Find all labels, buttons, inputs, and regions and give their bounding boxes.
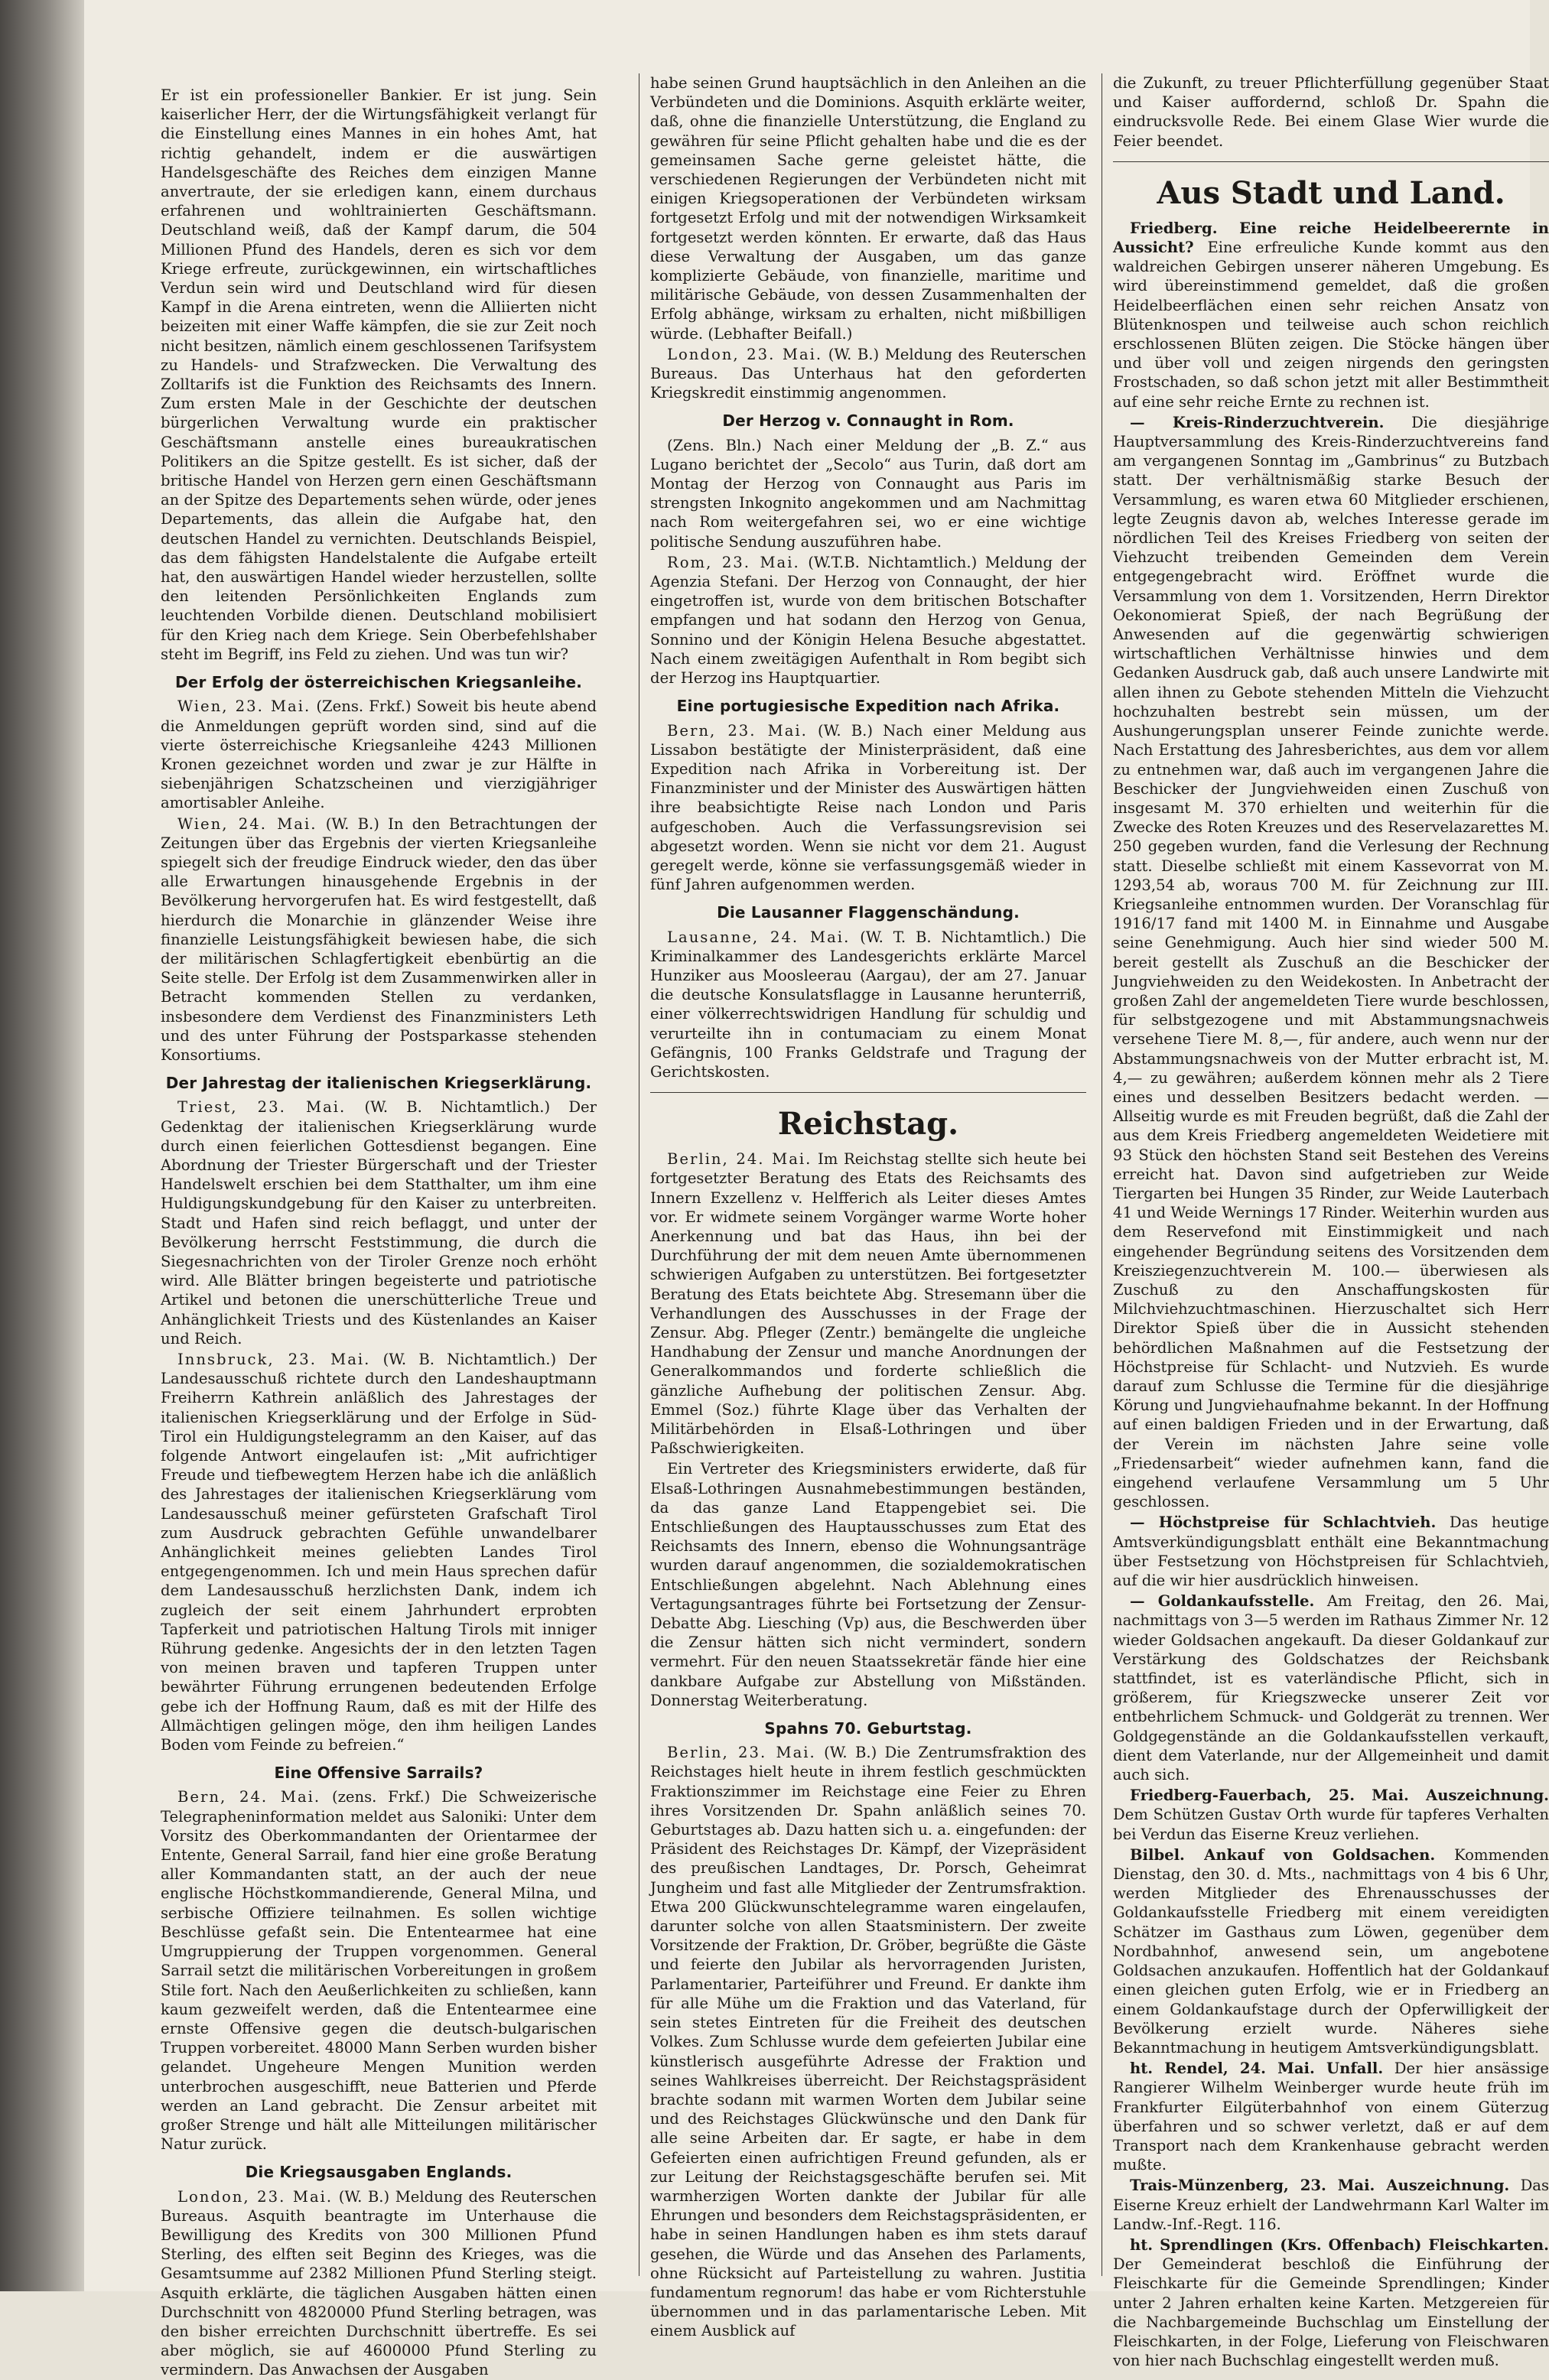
article-body: (W. B.) Meldung des Reuterschen Bureaus. Asquith beantragte im Unterhause die Bewilligung des Kredits von 300 Millionen Pfund Sterling, des elften seit Beginn des Krieges, was die Gesamtsumme auf 2382 Millionen Pfund Sterling steigt. Asquith erklärte, die täglichen Ausgaben hätten einen Durchschnitt von 4820000 Pfund Sterling betragen, was den bisher erreichten Durchschnitt übertreffe. Es sei aber möglich, sie auf 4600000 Pfund Sterling zu vermindern. Das Anwachsen der Ausgaben [161, 2187, 597, 2379]
article-text [1113, 1513, 1549, 1590]
article-text [1113, 2059, 1549, 2174]
article-text [1113, 2235, 1549, 2370]
dateline: Berlin, 24. Mai. [667, 1150, 812, 1169]
article-body: Kommenden Dienstag, den 30. d. Mts., nachmittags von 4 bis 6 Uhr, werden Mitglieder des Ehrenausschusses der Goldankaufsstelle Friedberg mit einem vereidigten Schätzer im Gasthaus zum Löwen, gegenüber dem Nordbahnhof, anwesend sein, um angebotene Goldsachen anzukaufen. Hoffentlich hat der Goldankauf einen gleichen guten Erfolg, wie er in Friedberg an einem Goldankaufstage durch der Opferwilligkeit der Bevölkerung erzielt wurde. Näheres siehe Bekanntmachung in heutigem Amtsverkündigungsblatt. [1113, 1845, 1549, 2056]
newspaper-page [84, 0, 1549, 2379]
article-text [161, 1097, 597, 1348]
item-lead: Trais-Münzenberg, 23. Mai. Auszeichnung. [1130, 2177, 1510, 2195]
article-heading: Der Erfolg der österreichischen Kriegsanleihe. [174, 673, 583, 692]
article-text [650, 1743, 1086, 2340]
article-body: (W. T. B. Nichtamtlich.) Die Kriminalkammer des Landesgerichts erklärte Marcel Hunziker aus Moosleerau (Aargau), der am 27. Januar die deutsche Konsulatsflagge in Lausanne herunterriß, einer völkerrechtswidrigen Handlung für schuldig und verurteilte ihn in contumaciam zu einem Monat Gefängnis, 100 Franks Geldstrafe und Tragung der Gerichtskosten. [650, 928, 1087, 1081]
section-heading: Aus Stadt und Land. [1157, 174, 1505, 211]
section-divider [650, 1092, 1086, 1093]
article-text: die Zukunft, zu treuer Pflichterfüllung gegenüber Staat und Kaiser auffordernd, schloß Dr. Spahn die eindrucksvolle Rede. Bei einem Glase Wier wurde die Feier beendet. [1113, 74, 1549, 150]
article-text [161, 814, 597, 1065]
article-body: Die diesjährige Hauptversammlung des Kreis-Rinderzuchtvereins fand am vergangenen Sonntag im „Gambrinus“ zu Butzbach statt. Der verhältnismäßig starke Besuch der Versammlung, es waren etwa 60 Mitglieder erschienen, legte Zeugnis davon ab, welches Interesse gerade im nördlichen Teil des Kreises Friedberg von seiten der Viehzucht treibenden Gemeinden dem Verein entgegengebracht wird. Eröffnet wurde die Versammlung von dem 1. Vorsitzenden, Herrn Direktor Oekonomierat Spieß, der nach Begrüßung der Anwesenden auf die gegenwärtig schwierigen wirtschaftlichen Verhältnisse hinwies und dem Gedanken Ausdruck gab, daß auch unsere Landwirte mit allen ihnen zu Gebote stehenden Mitteln die Viehzucht hochzuhalten bestrebt sein müssen, um der Aushungerungsplan unserer Feinde zunichte werde. Nach Erstattung des Jahresberichtes, aus dem vor allem zu entnehmen war, daß auch im vergangenen Jahre die Beschicker der Jungviehweiden einen Zuschuß von insgesamt M. 370 erhielten und weiterhin für die Zwecke des Roten Kreuzes und des Reservelazarettes M. 250 gegeben wurden, fand die Verlesung der Rechnung statt. Dieselbe schließt mit einem Kassevorrat von M. 1293,54 ab, woraus 700 M. für Zeichnung zur III. Kriegsanleihe entnommen wurden. Der Voranschlag für 1916/17 fand mit 1400 M. in Einnahme und Ausgabe seine Genehmigung. Auch hier sind wieder 500 M. bereit gestellt als Zuschuß an die Beschicker der Jungviehweiden zu den Weidekosten. In Anbetracht der großen Zahl der angemeldeten Tiere wurde beschlossen, für selbstgezogene und mit Abstammungsnachweis versehene Tiere M. 8,—, für andere, auch wenn nur der Abstammungsnachweis von der Mutter erbracht ist, M. 4,— zu gewähren; außerdem können mehr als 2 Tiere eines und desselben Besitzers bedacht werden. — Allseitig wurde es mit Freuden begrüßt, daß die Zahl der aus dem Kreis Friedberg angemeldeten Weidetiere mit 93 Stück den höchsten Stand seit Bestehen des Vereins erreicht hat. Davon sind aufgetrieben zur Weide Tiergarten bei Hungen 35 Rinder, zur Weide Lauterbach 41 und Weide Wernings 17 Rinder. Weiterhin wurden aus dem Reservefond mit Einstimmigkeit und nach eingehender Begründung seitens des Vorsitzenden dem Kreisziegenzuchtverein M. 100.— überwiesen als Zuschuß zu den Anschaffungskosten für Milchviehzuchtmaschinen. Hierzuschaltet sich Herr Direktor Spieß über die in Aussicht stehenden behördlichen Maßnahmen auf die Festsetzung der Höchstpreise für Schlacht- und Nutzvieh. Es wurde darauf zum Schlusse die Termine für die diesjährige Körung und Jungviehaufnahme bekannt. In der Hoffnung auf einen baldigen Frieden und in der Erwartung, daß der Verein im nächsten Jahre seine volle „Friedensarbeit“ wieder aufnehmen kann, fand die eingehend verlaufene Versammlung um 5 Uhr geschlossen. [1113, 413, 1549, 1511]
article-text: Er ist ein professioneller Bankier. Er ist jung. Sein kaiserlicher Herr, der die Wirtungsfähigkeit verlangt für die Einstellung eines Mannes in ein hohes Amt, hat richtig gehandelt, indem er die auswärtigen Handelsgeschäfte des Reiches dem einzigen Manne anvertraute, der sie erledigen kann, einem durchaus erfahrenen und wohltrainierten Geschäftsmann. Deutschland weiß, daß der Kampf darum, die 504 Millionen Pfund des Handels, deren es sich vor dem Kriege erfreute, zurückgewinnen, ein wirtschaftliches Verdun sein wird und Deutschland wird für diesen Kampf in die Arena eintreten, wenn die Alliierten nicht beizeiten mit einer Waffe kämpfen, die sie zur Zeit noch nicht besitzen, nämlich einem geschlossenen Tarifsystem zu Handels- und Strafzwecken. Die Verwaltung des Zolltarifs ist die Funktion des Reichsamts des Innern. Zum ersten Male in der Geschichte der deutschen bürgerlichen Verwaltung wurde ein praktischer Geschäftsmann anstelle eines bureaukratischen Politikers an die Spitze gestellt. Es ist sicher, daß der britische Handel von Herzen gern einen Geschäftsmann an der Spitze des Departements sehen würde, oder jenes Departements, das allein die Aufgabe hat, den deutschen Handel zu vernichten. Deutschlands Beispiel, das dem fähigsten Handelstalente die Aufgabe erteilt hat, den auswärtigen Handel wieder herzustellen, sollte den leitenden Persönlichkeiten Englands zum leuchtenden Vorbilde dienen. Deutschland mobilisiert für den Krieg nach dem Kriege. Sein Oberbefehlshaber steht im Begriff, ins Feld zu ziehen. Und was tun wir? [161, 86, 597, 663]
article-heading: Spahns 70. Geburtstag. [764, 1719, 972, 1738]
article-body: (zens. Frkf.) Die Schweizerische Telegrapheninformation meldet aus Saloniki: Unter dem Vorsitz des Oberkommandanten der Orientarmee der Entente, General Sarrail, fand hier eine große Beratung aller Kommandanten statt, an der auch der neue englische Höchstkommandierende, General Milna, und serbische Offiziere teilnahmen. Es sollen wichtige Beschlüsse gefaßt sein. Die Ententearmee hat eine Umgruppierung der Truppen vorgenommen. General Sarrail setzt die militärischen Vorbereitungen in großem Stile fort. Nach den Aeußerlichkeiten zu schließen, kann kaum gezweifelt werden, daß die Ententearmee eine ernste Offensive gegen die deutsch-bulgarischen Truppen vorbereitet. 48000 Mann Serben wurden bisher gelandet. Ungeheure Mengen Munition werden unterbrochen ausgeschifft, neue Batterien und Pferde werden an Land gebracht. Die Zensur arbeitet mit großer Strenge und hält alle Mitteilungen militärischer Natur zurück. [161, 1788, 597, 2154]
item-lead: ht. Rendel, 24. Mai. Unfall. [1130, 2060, 1384, 2078]
item-lead: — Kreis-Rinderzuchtverein. [1130, 413, 1385, 431]
item-lead: Bilbel. Ankauf von Goldsachen. [1130, 1845, 1436, 1864]
article-text [650, 553, 1086, 688]
item-lead: Friedberg-Fauerbach, 25. Mai. Auszeichnung. [1130, 1787, 1549, 1805]
article-body: (W.T.B. Nichtamtlich.) Meldung der Agenzia Stefani. Der Herzog von Connaught, der hier eingetroffen ist, wurde von dem britischen Botschafter empfangen und hat sodann den Herzog von Genua, Sonnino und der Königin Helena Besuche abgestattet. Nach einem zweitägigen Aufenthalt in Rom begibt sich der Herzog ins Hauptquartier. [650, 553, 1086, 688]
article-body: (W. B.) In den Betrachtungen der Zeitungen über das Ergebnis der vierten Kriegsanleihe spiegelt sich der freudige Eindruck wieder, den das über alle Erwartungen hinausgehende Ergebnis in der Bevölkerung hervorgerufen hat. Es wird festgestellt, daß hierdurch die Monarchie in glänzender Weise ihre finanzielle Leistungsfähigkeit bewiesen habe, die sich der militärischen Schlagfertigkeit ebenbürtig an die Seite stelle. Der Erfolg ist dem Zusammenwirken aller in Betracht kommenden Stellen zu verdanken, insbesondere dem Verdienst des Finanzministers Leth und des unter Führung der Postsparkasse stehenden Konsortiums. [161, 814, 597, 1064]
item-lead: Friedberg. Eine reiche Heidelbeerernte in Aussicht? [1113, 219, 1549, 257]
dateline: Lausanne, 24. Mai. [667, 928, 851, 946]
dateline: Bern, 24. Mai. [177, 1788, 321, 1806]
dateline: Wien, 23. Mai. [177, 697, 311, 716]
article-text: Ein Vertreter des Kriegsministers erwiderte, daß für Elsaß-Lothringen Ausnahmebestimmungen beständen, da das ganze Land Etappengebiet sei. Die Entschließungen des Hauptausschusses zum Etat des Reichsamts des Innern, ebenso die Wohnungsanträge wurden darauf angenommen, die sozialdemokratischen Entschließungen abgelehnt. Nach Ablehnung eines Vertagungsantrages führte bei Fortsetzung der Zensur-Debatte Abg. Liesching (Vp) aus, die Beschwerden über die Zensur hätten sich nicht vermindert, sondern vermehrt. Für den neuen Staatssekretär fände hier eine dankbare Aufgabe zur Abstellung von Mißständen. Donnerstag Weiterberatung. [650, 1460, 1086, 1709]
book-binding-shadow [0, 0, 84, 2291]
section-divider [1113, 161, 1549, 162]
item-lead: — Höchstpreise für Schlachtvieh. [1130, 1514, 1437, 1532]
article-body: Das Eiserne Kreuz erhielt der Landwehrmann Karl Walter im Landw.-Inf.-Regt. 116. [1113, 2177, 1549, 2233]
column-1 [161, 86, 597, 2379]
dateline: Innsbruck, 23. Mai. [177, 1351, 371, 1368]
article-text [1113, 219, 1549, 411]
dateline: London, 23. Mai. [177, 2187, 334, 2206]
article-body: Das heutige Amtsverkündigungsblatt enthält eine Bekanntmachung über Festsetzung von Höchstpreisen für Schlachtvieh, auf die wir hier ausdrücklich hinweisen. [1113, 1514, 1549, 1590]
article-heading: Eine portugiesische Expedition nach Afrika. [676, 697, 1060, 716]
dateline: Bern, 23. Mai. [667, 721, 808, 740]
article-text [161, 2187, 597, 2380]
dateline: Rom, 23. Mai. [667, 553, 800, 571]
column-2 [650, 73, 1087, 2340]
article-body: Der hier ansässige Rangierer Wilhelm Weinberger wurde heute früh im Frankfurter Eilgüterbahnhof von einem Güterzug überfahren und so schwer verletzt, daß er auf dem Transport nach dem Krankenhause gebracht werden mußte. [1113, 2060, 1549, 2174]
article-text [650, 1149, 1086, 1458]
article-heading: Der Herzog v. Connaught in Rom. [722, 411, 1014, 431]
article-body: (W. B.) Die Zentrumsfraktion des Reichstages hielt heute in ihrem festlich geschmückten Fraktionszimmer im Reichstage eine Feier zu Ehren ihres Vorsitzenden Dr. Spahn anläßlich seines 70. Geburtstages ab. Dazu hatten sich u. a. eingefunden: der Präsident des Reichstages Dr. Kämpf, der Vizepräsident des preußischen Landtages, Dr. Porsch, Geheimrat Jungheim und fast alle Mitglieder der Zentrumsfraktion. Etwa 200 Glückwunschtelegramme waren eingelaufen, darunter solche von allen Staatsministern. Der zweite Vorsitzende der Fraktion, Dr. Gröber, begrüßte die Gäste und feierte den Jubilar als hervorragenden Juristen, Parlamentarier, Parteiführer und Freund. Er dankte ihm für alle Mühe um die Fraktion und das Vaterland, für sein stetes Eintreten für die Freiheit des deutschen Volkes. Zum Schlusse wurde dem gefeierten Jubilar eine künstlerisch ausgeführte Adresse der Fraktion und seines Wahlkreises überreicht. Der Reichstagspräsident brachte sodann mit warmen Worten dem Jubilar seine und des Reichstages Glückwünsche und den Dank für alle seine Arbeiten dar. Er sagte, er habe in dem Gefeierten einen aufrichtigen Freund gefunden, als er zur Leitung der Reichstagsgeschäfte berufen sei. Mit warmherzigen Worten dankte der Jubilar für alle Ehrungen und besonders dem Reichstagspräsidenten, er habe in seinen Handlungen haben es ihm stets darauf gesehen, die Würde und das Ansehen des Parlaments, ohne Rücksicht auf Parteistellung zu wahren. Justitia fundamentum regnorum! das habe er vom Richterstuhle übernommen und in das parlamentarische Leben. Mit einem Ausblick auf [650, 1744, 1086, 2340]
dateline: Triest, 23. Mai. [177, 1098, 347, 1117]
article-text [161, 1787, 597, 2154]
article-body: Dem Schützen Gustav Orth wurde für tapferes Verhalten bei Verdun das Eiserne Kreuz verliehen. [1113, 1806, 1549, 1843]
article-heading: Die Lausanner Flaggenschändung. [717, 903, 1020, 922]
article-text [650, 928, 1086, 1082]
article-text [1113, 1786, 1549, 1844]
article-text [1113, 2176, 1549, 2234]
article-heading: Die Kriegsausgaben Englands. [245, 2163, 513, 2182]
dateline: Wien, 24. Mai. [177, 814, 317, 833]
column-3 [1113, 73, 1549, 2370]
article-body: (W. B.) Nach einer Meldung aus Lissabon bestätigte der Ministerpräsident, daß eine Expedition nach Afrika in Vorbereitung ist. Der Finanzminister und der Minister des Auswärtigen hätten ihre beabsichtigte Reise nach London und Paris aufgeschoben. Auch die Verfassungsrevision sei abgesetzt worden. Wenn sie nicht vor dem 21. August geregelt werde, könne sie verfassungsgemäß wieder in fünf Jahren aufgenommen werden. [650, 721, 1086, 894]
article-body: (W. B. Nichtamtlich.) Der Gedenktag der italienischen Kriegserklärung wurde durch einen feierlichen Gottesdienst begangen. Eine Abordnung der Triester Bürgerschaft und der Triester Handelswelt erschien bei dem Statthalter, um ihm eine Huldigungskundgebung für den Kaiser zu unterbreiten. Stadt und Hafen sind reich beflaggt, und unter der Bevölkerung herrscht Feststimmung, die durch die Siegesnachrichten von der Tiroler Grenze noch erhöht wird. Alle Blätter bringen begeisterte und patriotische Artikel und betonen die unerschütterliche Treue und Anhänglichkeit Triests und des Küstenlandes an Kaiser und Reich. [161, 1098, 597, 1348]
article-body: (Zens. Frkf.) Soweit bis heute abend die Anmeldungen geprüft worden sind, sind auf die vierte österreichische Kriegsanleihe 4243 Millionen Kronen gezeichnet worden und zwar je zur Hälfte in siebenjährigen Schatzscheinen und vierzigjähriger amortisabler Anleihe. [161, 697, 597, 812]
article-text [650, 721, 1086, 895]
article-text [1113, 1592, 1549, 1784]
article-text [161, 697, 597, 812]
dateline: London, 23. Mai. [667, 345, 823, 363]
article-text [1113, 1845, 1549, 2057]
article-heading: Eine Offensive Sarrails? [274, 1764, 483, 1783]
article-body: Der Gemeinderat beschloß die Einführung der Fleischkarte für die Gemeinde Sprendlingen; Kinder unter 2 Jahren erhalten keine Karten. Metzgereien für die Nachbargemeinde Buchschlag um Einstellung der Fleischkarten, in der Folge, Lieferung von Fleischwaren von hier nach Buchschlag eingestellt werden muß. [1113, 2255, 1549, 2370]
dateline: Berlin, 23. Mai. [667, 1744, 816, 1762]
article-text: habe seinen Grund hauptsächlich in den Anleihen an die Verbündeten und die Dominions. Asquith erklärte weiter, daß, ohne die finanzielle Unterstützung, die England zu gewähren für seine Pflicht gehalten habe und die es der gemeinsamen Sache gerne geleistet hätte, die verschiedenen Regierungen der Verbündeten nicht mit einigen Kriegsoperationen der Verbündeten wirksam fortgesetzt Erfolg und mit der notwendigen Wirksamkeit fortgesetzt werden könnten. Er erwarte, daß das Haus diese Verwaltung der Ausgaben, um das ganze komplizierte Gebäude, von finanzielle, maritime und militärische Gebäude, von dessen Zusammenhalten der Erfolg abhänge, wirksam zu erhalten, nicht mißbilligen würde. (Lebhafter Beifall.) [650, 74, 1086, 343]
item-lead: ht. Sprendlingen (Krs. Offenbach) Fleischkarten. [1130, 2235, 1549, 2254]
article-heading: Der Jahrestag der italienischen Kriegserklärung. [165, 1074, 592, 1093]
article-body: Eine erfreuliche Kunde kommt aus den waldreichen Gebirgen unserer näheren Umgebung. Es wird übereinstimmend gemeldet, daß die großen Heidelbeerflächen einen sehr reichen Ansatz von Blütenknospen und teilweise auch schon reichlich erschlossenen Blüten zeigen. Die Stöcke hängen über und über voll und zeigen nirgends den geringsten Frostschaden, so daß schon jetzt mit aller Bestimmtheit auf eine sehr reiche Ernte zu rechnen ist. [1113, 239, 1549, 411]
section-heading: Reichstag. [777, 1106, 959, 1143]
item-lead: — Goldankaufsstelle. [1130, 1592, 1315, 1611]
article-body: (W. B.) Meldung des Reuterschen Bureaus. Das Unterhaus hat den geforderten Kriegskredit einstimmig angenommen. [650, 345, 1086, 402]
article-text: (Zens. Bln.) Nach einer Meldung der „B. Z.“ aus Lugano berichtet der „Secolo“ aus Turin, daß dort am Montag der Herzog von Connaught aus Paris im strengsten Inkognito angekommen und am Nachmittag nach Rom weitergefahren sei, wo er eine wichtige politische Sendung auszuführen habe. [650, 436, 1086, 551]
article-body: Am Freitag, den 26. Mai, nachmittags von 3—5 werden im Rathaus Zimmer Nr. 12 wieder Goldsachen angekauft. Da dieser Goldankauf zur Verstärkung des Goldschatzes der Reichsbank stattfindet, ist es vaterländische Pflicht, sich in größerem, für Kriegszwecke unserer Zeit vor entbehrlichem Schmuck- und Goldgerät zu trennen. Wer Goldgegenstände an die Goldankaufsstellen verkauft, dient dem Vaterlande, nur der Allgemeinheit und damit auch sich. [1113, 1592, 1549, 1784]
article-text [1113, 413, 1549, 1512]
article-body: Im Reichstag stellte sich heute bei fortgesetzter Beratung des Etats des Reichsamts des Innern Exzellenz v. Helfferich als Leiter dieses Amtes vor. Er widmete seinem Vorgänger warme Worte hoher Anerkennung und bat das Haus, ihn bei der Durchführung der mit dem neuen Amte übernommenen schwierigen Aufgaben zu unterstützen. Bei fortgesetzter Beratung des Etats beichtete Abg. Stresemann über die Verhandlungen des Ausschusses in der Frage der Zensur. Abg. Pfleger (Zentr.) bemängelte die ungleiche Handhabung der Zensur und manche Anordnungen der Generalkommandos und forderte schließlich die gänzliche Aufhebung der politischen Zensur. Abg. Emmel (Soz.) führte Klage über das Verhalten der Militärbehörden in Elsaß-Lothringen und über Paßschwierigkeiten. [650, 1150, 1086, 1458]
article-text [161, 1350, 597, 1754]
article-text [650, 345, 1086, 403]
article-body: (W. B. Nichtamtlich.) Der Landesausschuß richtete durch den Landeshauptmann Freiherrn Kathrein anläßlich des Jahrestages der italienischen Kriegserklärung und der Erfolge in Süd-Tirol ein Huldigungstelegramm an den Kaiser, auf das folgende Antwort eingelaufen ist: „Mit aufrichtiger Freude und tiefbewegtem Herzen habe ich die anläßlich des Jahrestages der italienischen Kriegserklärung vom Landesausschuß meiner gefürsteten Grafschaft Tirol zum Ausdruck gebrachten Gefühle unwandelbarer Anhänglichkeit meines geliebten Landes Tirol entgegengenommen. Ich und mein Haus sprechen dafür dem Landesausschuß herzlichsten Dank, indem ich zugleich der seit einem Jahrhundert erprobten Tapferkeit und patriotischen Haltung Tirols mit inniger Rührung gedenke. Angesichts der in den letzten Tagen von meinen braven und tapferen Truppen unter bewährter Führung errungenen bedeutenden Erfolge gebe ich der Hoffnung Raum, daß es mit der Hilfe des Allmächtigen gelingen möge, den ihm heiligen Landes Boden vom Feinde zu befreien.“ [161, 1351, 597, 1754]
